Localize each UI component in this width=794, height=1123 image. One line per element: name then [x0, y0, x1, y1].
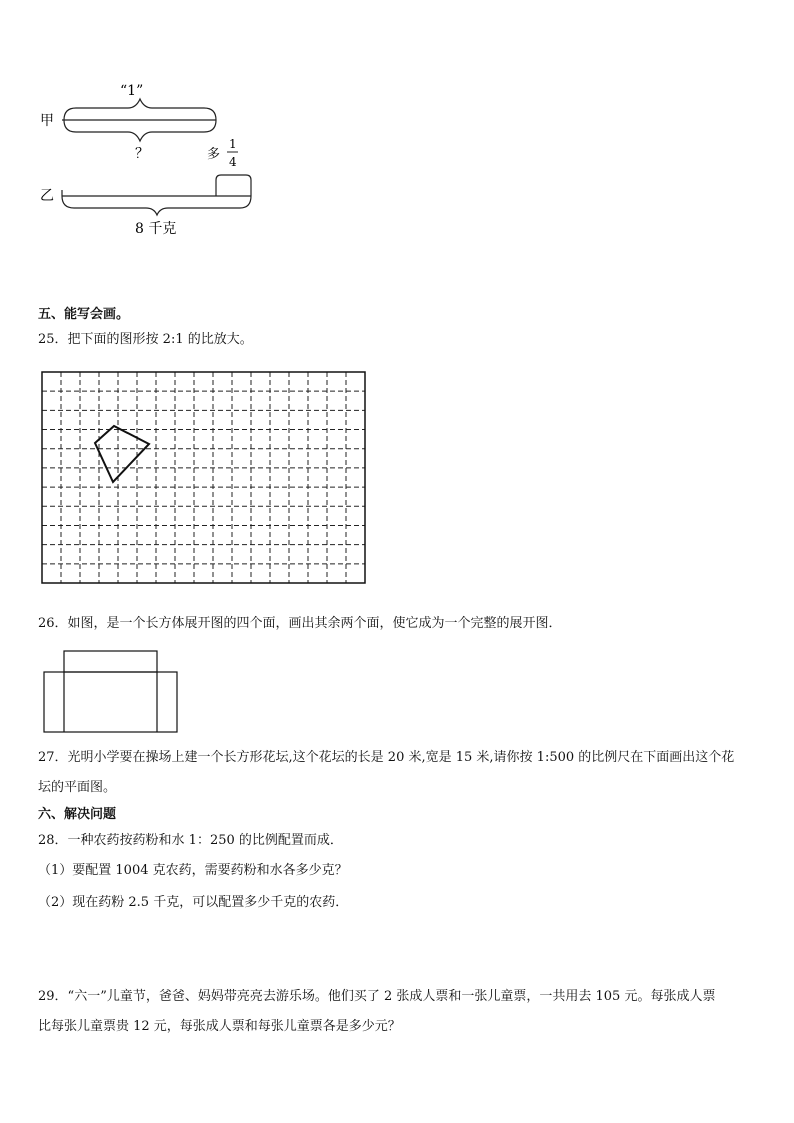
question-25: 25．把下面的图形按 2:1 的比放大。 — [38, 332, 253, 347]
question-29-line2: 比每张儿童票贵 12 元，每张成人票和每张儿童票各是多少元？ — [38, 1019, 401, 1034]
jia-label: 甲 — [40, 113, 54, 129]
question-28-sub1: （1）要配置 1004 克农药，需要药粉和水各多少克？ — [38, 863, 348, 878]
question-26: 26．如图，是一个长方体展开图的四个面，画出其余两个面，使它成为一个完整的展开图． — [38, 616, 562, 631]
top-brace — [64, 99, 216, 120]
one-label: “1” — [120, 83, 144, 99]
fraction-denominator: 4 — [229, 155, 237, 169]
extension-bracket — [216, 175, 251, 196]
yi-bottom-brace — [62, 196, 251, 215]
yi-label: 乙 — [40, 188, 54, 204]
question-28: 28．一种农药按药粉和水 1：250 的比例配置而成． — [38, 833, 343, 848]
section-6-title: 六、解决问题 — [38, 807, 117, 822]
question-29-line1: 29．“六一”儿童节，爸爸、妈妈带亮亮去游乐场。他们买了 2 张成人票和一张儿童票，一共用去 105 元。每张成人票 — [38, 989, 716, 1004]
more-label: 多 — [207, 147, 221, 162]
total-label: 8 千克 — [135, 221, 177, 237]
grid-border — [42, 372, 365, 583]
drawing-grid — [40, 370, 368, 586]
question-27-line1: 27．光明小学要在操场上建一个长方形花坛,这个花坛的长是 20 米,宽是 15 米,请你按 1:500 的比例尺在下面画出这个花 — [38, 750, 735, 765]
kite-shape — [95, 426, 149, 482]
net-top-face — [64, 651, 157, 672]
section-5-title: 五、能写会画。 — [38, 307, 130, 322]
question-mark: ？ — [135, 146, 149, 162]
question-27-line2: 坛的平面图。 — [38, 780, 117, 795]
jia-bottom-brace — [64, 120, 216, 141]
bar-model-diagram — [0, 0, 300, 250]
cuboid-net-figure — [42, 650, 182, 735]
question-28-sub2: （2）现在药粉 2.5 千克，可以配置多少千克的农药． — [38, 895, 349, 910]
fraction-numerator: 1 — [229, 137, 237, 151]
